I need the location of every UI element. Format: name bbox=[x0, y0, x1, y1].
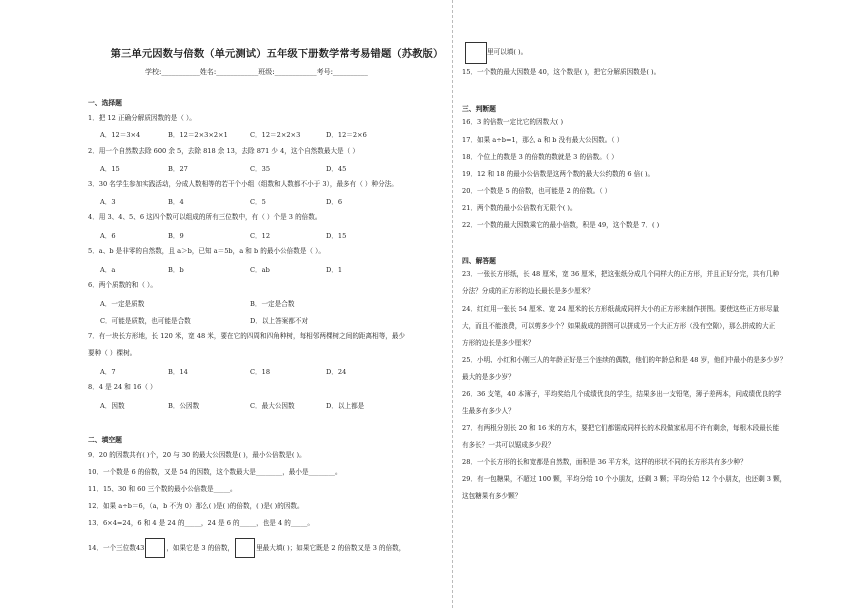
question-29-line2: 这包糖果有多少颗？ bbox=[462, 492, 522, 500]
option-b: B．一定是合数 bbox=[250, 300, 295, 308]
question-6: 6．两个质数的和（ ）。 bbox=[88, 281, 157, 289]
question-16: 16．3 的倍数一定比它的因数大( ) bbox=[462, 118, 564, 126]
option-b: B．14 bbox=[168, 368, 188, 376]
option-c: C．18 bbox=[250, 368, 271, 376]
option-c: C．ab bbox=[250, 266, 270, 274]
question-5: 5．a、b 是非零的自然数，且 a＞b，已知 a＝5b，a 和 b 的最小公倍数是（ ）。 bbox=[88, 247, 325, 255]
question-12: 12．如果 a÷b＝6，（a，b 不为 0）那么( )是( )的倍数，( )是( )的因数。 bbox=[88, 502, 304, 510]
question-14-continued: 里可以填( )。 bbox=[487, 48, 528, 56]
option-d: D．1 bbox=[326, 266, 343, 274]
question-2: 2．用一个自然数去除 600 余 5，去除 818 余 13，去除 871 少 4，这个自然数最大是（ ） bbox=[88, 147, 359, 155]
question-25-line1: 25．小明、小红和小刚三人的年龄正好是三个连续的偶数，他们的年龄总和是 48 岁，他们中最小的是多少岁？ bbox=[462, 356, 787, 364]
option-a: A．因数 bbox=[100, 402, 125, 410]
question-23-line2: 分法？分成的正方形的边长最长是多少厘米？ bbox=[462, 287, 594, 295]
question-24-line1: 24．红红用一张长 54 厘米、宽 24 厘米的长方形纸裁成同样大小的正方形来制作拼图。要使这些正方形尽量 bbox=[462, 305, 780, 313]
question-18: 18．个位上的数是 3 的倍数的数就是 3 的倍数。（ ） bbox=[462, 153, 618, 161]
option-d: D．以上答案都不对 bbox=[250, 317, 309, 325]
option-a: A．一定是质数 bbox=[100, 300, 145, 308]
option-d: D．15 bbox=[326, 232, 347, 240]
section-choice-heading: 一、选择题 bbox=[88, 99, 122, 107]
question-26-line2: 生最多有多少人？ bbox=[462, 407, 515, 415]
question-14 bbox=[88, 538, 405, 558]
question-24-line2: 大，而且不能浪费，可以剪多少个？如果裁成的拼图可以拼成另一个大正方形（没有空隙），那么拼成的大正 bbox=[462, 322, 776, 330]
option-d: D．24 bbox=[326, 368, 347, 376]
option-b: B．27 bbox=[168, 165, 188, 173]
student-info-line: 学校:___________姓名:____________班级:____________考号:__________ bbox=[145, 68, 368, 76]
option-d: D．6 bbox=[326, 198, 343, 206]
option-c: C．12＝2×2×3 bbox=[250, 131, 301, 139]
option-b: B．公因数 bbox=[168, 402, 200, 410]
question-23-line1: 23．一张长方形纸，长 48 厘米，宽 36 厘米，把这张纸分成几个同样大的正方形，并且正好分完，共有几种 bbox=[462, 270, 780, 278]
option-c: C．12 bbox=[250, 232, 271, 240]
option-a: A．3 bbox=[100, 198, 116, 206]
section-fill-heading: 二、填空题 bbox=[88, 436, 122, 444]
answer-box bbox=[465, 42, 487, 64]
question-14-part2: ，如果它是 3 的倍数， bbox=[166, 544, 235, 552]
option-b: B．9 bbox=[168, 232, 184, 240]
option-b: B．4 bbox=[168, 198, 184, 206]
question-13: 13．6×4=24，6 和 4 是 24 的_____，24 是 6 的_____，也是 4 的_____。 bbox=[88, 519, 314, 527]
question-10: 10．一个数是 6 的倍数，又是 54 的因数，这个数最大是________，最小是________。 bbox=[88, 468, 342, 476]
option-a: A．6 bbox=[100, 232, 116, 240]
option-a: A．15 bbox=[100, 165, 120, 173]
question-1: 1．把 12 正确分解质因数的是（ ）。 bbox=[88, 114, 196, 122]
question-19: 19．12 和 18 的最小公倍数是这两个数的最大公约数的 6 倍( )。 bbox=[462, 170, 655, 178]
question-25-line2: 最大的是多少岁？ bbox=[462, 373, 515, 381]
option-c: C．可能是质数，也可能是合数 bbox=[100, 317, 191, 325]
question-14-part3: 里最大填( )；如果它既是 2 的倍数又是 3 的倍数， bbox=[256, 544, 406, 552]
question-29-line1: 29．有一包糖果，不超过 100 颗，平均分给 10 个小朋友，还剩 3 颗；平均分给 12 个小朋友，也还剩 3 颗， bbox=[462, 475, 787, 483]
question-7-line1: 7．有一块长方形地，长 120 米，宽 48 米，要在它的四周和四角种树，每相邻两棵树之间的距离相等，最少 bbox=[88, 332, 406, 340]
option-b: B．12＝2×3×2×1 bbox=[168, 131, 228, 139]
question-26-line1: 26．36 支笔，40 本簿子，平均奖给几个成绩优良的学生，结果多出一支铅笔，簿子差两本，问成绩优良的学 bbox=[462, 390, 782, 398]
option-d: D．12＝2×6 bbox=[326, 131, 367, 139]
option-a: A．12＝3×4 bbox=[100, 131, 141, 139]
question-17: 17．如果 a÷b=1，那么 a 和 b 没有最大公因数。（ ） bbox=[462, 136, 624, 144]
question-8: 8．4 是 24 和 16（ ） bbox=[88, 383, 157, 391]
option-c: C．最大公因数 bbox=[250, 402, 295, 410]
answer-box bbox=[145, 538, 165, 558]
question-4: 4．用 3、4、5、6 这四个数可以组成的所有三位数中，有（ ）个是 3 的倍数。 bbox=[88, 213, 322, 221]
option-c: C．35 bbox=[250, 165, 271, 173]
question-21: 21．两个数的最小公倍数有无限个( )。 bbox=[462, 204, 577, 212]
question-27-line1: 27．有两根分别长 20 和 16 米的方木，要把它们都锯成同样长的木段做家私用不许有剩余，每根木段最长能 bbox=[462, 424, 780, 432]
option-b: B．b bbox=[168, 266, 184, 274]
question-14-part1: 14．一个三位数43 bbox=[88, 544, 145, 552]
answer-box bbox=[235, 538, 255, 558]
question-27-line2: 有多长？一共可以锯成多少段？ bbox=[462, 441, 555, 449]
column-divider bbox=[452, 0, 453, 608]
question-24-line3: 方形的边长是多少厘米？ bbox=[462, 339, 535, 347]
option-a: A．a bbox=[100, 266, 116, 274]
question-3: 3．30 名学生参加实践活动，分成人数相等的若干个小组（组数和人数都不小于 3），最多有（ ）种分法。 bbox=[88, 180, 398, 188]
option-d: D．以上都是 bbox=[326, 402, 365, 410]
option-a: A．7 bbox=[100, 368, 116, 376]
question-20: 20．一个数是 5 的倍数，也可能是 2 的倍数。（ ） bbox=[462, 187, 612, 195]
section-judge-heading: 三、判断题 bbox=[462, 105, 496, 113]
question-9: 9．20 的因数共有( )个，20 与 30 的最大公因数是( )，最小公倍数是( )。 bbox=[88, 451, 306, 459]
question-11: 11．15、30 和 60 三个数的最小公倍数是_____。 bbox=[88, 485, 237, 493]
question-22: 22．一个数的最大因数乘它的最小倍数，积是 49，这个数是 7．( ) bbox=[462, 221, 660, 229]
option-d: D．45 bbox=[326, 165, 347, 173]
section-solve-heading: 四、解答题 bbox=[462, 257, 496, 265]
question-15: 15．一个数的最大因数是 40，这个数是( )，把它分解质因数是( )。 bbox=[462, 68, 661, 76]
page-title: 第三单元因数与倍数（单元测试）五年级下册数学常考易错题（苏教版） bbox=[110, 48, 444, 60]
question-28: 28．一个长方形的长和宽都是自然数，面积是 36 平方米，这样的形状不同的长方形共有多少种？ bbox=[462, 458, 747, 466]
question-7-line2: 要种（ ）棵树。 bbox=[88, 349, 137, 357]
option-c: C．5 bbox=[250, 198, 266, 206]
